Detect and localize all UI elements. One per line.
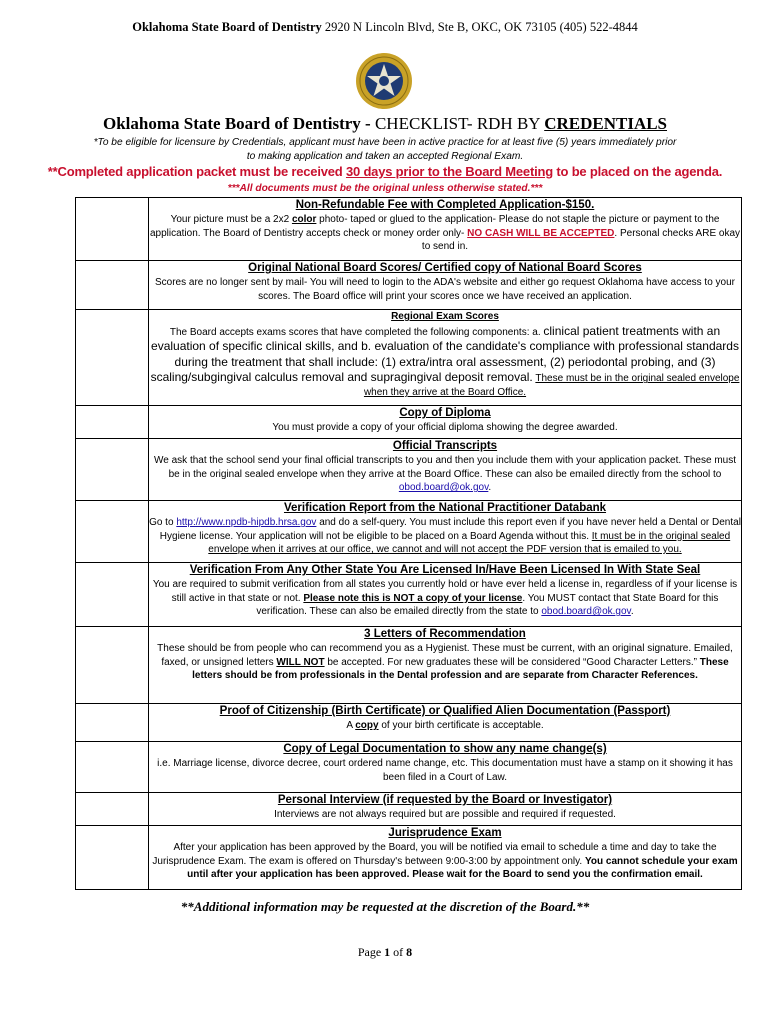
otherstate-end: . <box>630 606 634 618</box>
row-heading: Copy of Legal Documentation to show any name change(s) <box>283 743 607 755</box>
checkbox-cell[interactable] <box>76 439 149 501</box>
state-seal-icon <box>355 52 413 110</box>
otherstate-text-2: . You MUST contact that State Board for this verification. These can also be emailed directly from the state to <box>256 592 719 618</box>
regional-text-2: clinical patient treatments with an evaluation of specific clinical skills, and b. evaluation of the candidate's compliance with professional standards during the treatment that shall include: (1) extra/intra oral assessment, (2) periodontal probing, and (3) scaling/subgingival calculus removal and supragingival deposit removal. <box>150 323 739 385</box>
legal-text: i.e. Marriage license, divorce decree, court ordered name change, etc. This documentation must have a stamp on it showing it has been filed in a Court of Law. <box>157 758 733 783</box>
letters-text-1: These should be from people who can recommend you as a Hygienist. These must be current, with an original signature. Emailed, faxed, or unsigned letters <box>157 643 733 668</box>
checkbox-cell[interactable] <box>76 406 149 439</box>
row-content <box>149 742 742 793</box>
row-heading: Jurisprudence Exam <box>388 827 502 839</box>
board-email-link[interactable]: obod.board@ok.gov <box>541 606 631 618</box>
row-content <box>149 261 742 310</box>
citizenship-text-2: of your birth certificate is acceptable. <box>381 720 544 731</box>
checklist-row-transcripts <box>76 439 742 501</box>
page-prefix: Page <box>357 945 382 959</box>
letterhead <box>0 20 770 35</box>
checkbox-cell[interactable] <box>76 793 149 826</box>
row-content <box>149 704 742 742</box>
letters-text-2: be accepted. For new graduates these will be considered “Good Character Letters.” <box>327 656 697 668</box>
citizenship-copy: copy <box>355 720 379 731</box>
citizenship-text-1: A <box>346 720 353 731</box>
juris-schedule-note: You cannot schedule your exam until after your application has been approved. Please wait for the Board to send you the confirmation email. <box>187 855 738 881</box>
fee-text-3: . Personal checks ARE okay to send in. <box>421 227 741 253</box>
row-heading: Verification From Any Other State You Are Licensed In/Have Been Licensed In With State Seal <box>189 564 701 576</box>
deadline-notice-part2: to be placed on the agenda. <box>556 164 723 179</box>
nbscores-text: Scores are no longer sent by mail- You will need to login to the ADA's website and either go request Oklahoma have access to your scores. The Board office will print your scores once we have received an application. <box>154 277 736 302</box>
checklist-row-interview <box>76 793 742 826</box>
checklist-row-nbscores <box>76 261 742 310</box>
checklist-row-diploma <box>76 406 742 439</box>
juris-text-1: After your application has been approved by the Board, you will be notified via email to schedule a time and day to take the Jurisprudence Exam. The exam is offered on Thursday's between 9:00-3:00 by appointment only. <box>152 842 717 867</box>
checklist-row-fee <box>76 198 742 261</box>
title-credentials: CREDENTIALS <box>544 114 668 133</box>
page-title <box>0 114 770 134</box>
checklist-row-otherstate <box>76 563 742 627</box>
row-heading: Copy of Diploma <box>399 407 491 419</box>
regional-sealed-note: These must be in the original sealed envelope when they arrive at the Board Office. <box>363 373 740 398</box>
checkbox-cell[interactable] <box>76 198 149 261</box>
deadline-notice-part1: **Completed application packet must be received <box>47 164 343 179</box>
page-total: 8 <box>406 945 413 959</box>
row-content <box>149 793 742 826</box>
row-content <box>149 439 742 501</box>
transcripts-text: We ask that the school send your final official transcripts to you and then you include them with your application packet. These must be in the original sealed envelope when they arrive at the Board Office. These can also be emailed directly from the school to <box>154 455 736 480</box>
fee-text-color: color <box>291 214 317 225</box>
additional-info-note: **Additional information may be requested at the discretion of the Board.** <box>180 899 590 914</box>
checklist-row-citizenship <box>76 704 742 742</box>
npdb-text-2: and do a self-query. You must include this report even if you have never held a Dental or Dental Hygiene license. Your application will not be eligible to be placed on a Board Agenda without this. <box>159 517 741 542</box>
title-main: Oklahoma State Board of Dentistry - <box>102 114 371 133</box>
npdb-link[interactable]: http://www.npdb-hipdb.hrsa.gov <box>176 517 317 528</box>
originals-notice: ***All documents must be the original unless otherwise stated.*** <box>227 183 543 194</box>
deadline-notice-underlined: 30 days prior to the Board Meeting <box>345 164 553 179</box>
row-heading: Verification Report from the National Practitioner Databank <box>283 502 607 514</box>
letters-professional-note: These letters should be from professionals in the Dental profession and are separate from Character References. <box>192 656 729 682</box>
otherstate-not-copy-note: Please note this is NOT a copy of your license <box>303 592 523 604</box>
page-of: of <box>393 945 404 959</box>
interview-text: Interviews are not always required but are possible and required if requested. <box>274 809 616 820</box>
checkbox-cell[interactable] <box>76 704 149 742</box>
checkbox-cell[interactable] <box>76 501 149 563</box>
row-heading: Personal Interview (if requested by the Board or Investigator) <box>277 794 613 806</box>
org-address: 2920 N Lincoln Blvd, Ste B, OKC, OK 73105 (405) 522-4844 <box>324 20 638 34</box>
npdb-text-1: Go to <box>149 517 174 528</box>
row-heading: 3 Letters of Recommendation <box>364 628 526 640</box>
checkbox-cell[interactable] <box>76 627 149 704</box>
checkbox-cell[interactable] <box>76 261 149 310</box>
checklist-table <box>75 197 742 890</box>
page-current: 1 <box>384 945 391 959</box>
board-email-link[interactable]: obod.board@ok.gov <box>398 482 489 494</box>
checkbox-cell[interactable] <box>76 310 149 406</box>
fee-text-2: photo- taped or glued to the application- Please do not staple the picture or payment to the application. The Board of Dentistry accepts check or money order only- <box>149 214 720 239</box>
otherstate-text-1: You are required to submit verification from all states you currently hold or have ever held a license in, regardless of if your license is still active in that state or not. <box>152 579 738 604</box>
checklist-row-juris <box>76 826 742 890</box>
title-checklist: CHECKLIST- RDH BY <box>374 114 540 133</box>
checkbox-cell[interactable] <box>76 826 149 890</box>
transcripts-end: . <box>488 482 492 494</box>
regional-text-1: The Board accepts exams scores that have completed the following components: a. <box>169 326 541 338</box>
checklist-row-regional <box>76 310 742 406</box>
row-content <box>149 406 742 439</box>
checklist-row-npdb <box>76 501 742 563</box>
row-heading: Non-Refundable Fee with Completed Application-$150. <box>295 199 595 211</box>
row-content <box>149 310 742 406</box>
checkbox-cell[interactable] <box>76 563 149 627</box>
eligibility-note: *To be eligible for licensure by Credentials, applicant must have been in active practice for at least five (5) years immediately prior to making application and taken an accepted Regional Exam. <box>93 137 677 162</box>
checkbox-cell[interactable] <box>76 742 149 793</box>
row-content <box>149 501 742 563</box>
row-heading: Regional Exam Scores <box>391 311 499 322</box>
checklist-row-letters <box>76 627 742 704</box>
fee-text-1: Your picture must be a 2x2 <box>170 214 290 225</box>
row-content <box>149 563 742 627</box>
row-heading: Original National Board Scores/ Certified copy of National Board Scores <box>248 262 642 274</box>
page-number <box>0 945 770 960</box>
diploma-text: You must provide a copy of your official diploma showing the degree awarded. <box>272 422 618 433</box>
checklist-row-legal <box>76 742 742 793</box>
row-content <box>149 627 742 704</box>
row-content <box>149 198 742 261</box>
org-name: Oklahoma State Board of Dentistry <box>132 20 322 34</box>
deadline-notice <box>0 164 770 179</box>
row-heading: Official Transcripts <box>392 440 498 452</box>
no-cash-warning: NO CASH WILL BE ACCEPTED <box>467 227 615 239</box>
npdb-sealed-note: It must be in the original sealed envelope when it arrives at our office, we cannot and will not accept the PDF version that is emailed to you. <box>208 530 731 556</box>
row-content <box>149 826 742 890</box>
row-heading: Proof of Citizenship (Birth Certificate) or Qualified Alien Documentation (Passport) <box>219 705 671 717</box>
letters-will-not: WILL NOT <box>276 656 325 668</box>
